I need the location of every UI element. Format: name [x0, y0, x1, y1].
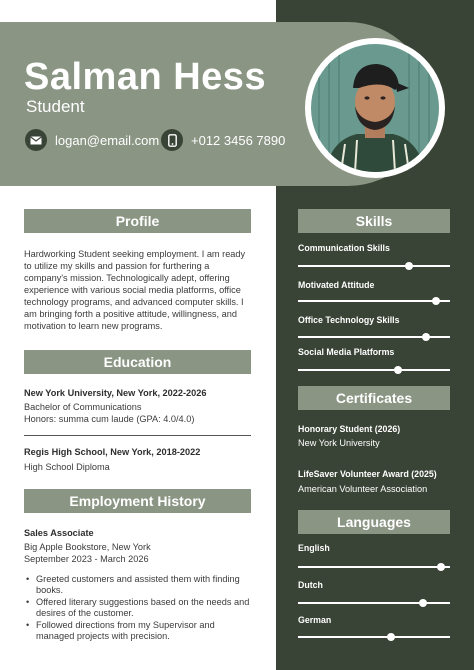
language-level-knob	[387, 633, 395, 641]
certificate-title: LifeSaver Volunteer Award (2025)	[298, 469, 437, 479]
education-entry-degree: High School Diploma	[24, 462, 110, 472]
profile-heading: Profile	[24, 209, 251, 233]
candidate-name: Salman Hess	[24, 56, 267, 98]
skill-level-knob	[405, 262, 413, 270]
education-entry-title: Regis High School, New York, 2018-2022	[24, 447, 201, 457]
skill-label: Motivated Attitude	[298, 280, 375, 290]
skill-bar	[298, 369, 450, 371]
skill-label: Social Media Platforms	[298, 347, 395, 357]
skill-level-knob	[422, 333, 430, 341]
email-contact[interactable]	[25, 128, 159, 152]
certificates-heading: Certificates	[298, 386, 450, 410]
certificate-org: New York University	[298, 438, 380, 448]
skill-label: Office Technology Skills	[298, 315, 400, 325]
email-text: logan@email.com	[55, 132, 160, 148]
employment-heading: Employment History	[24, 489, 251, 513]
language-label: English	[298, 543, 330, 553]
candidate-role: Student	[26, 97, 85, 116]
skill-label: Communication Skills	[298, 243, 390, 253]
job-company: Big Apple Bookstore, New York	[24, 542, 151, 552]
profile-text: Hardworking Student seeking employment. I am ready to utilize my skills and passion for furthering a company's mission. Technologically adept, offering experience with various social media platforms, office technology programs, and advanced computer skills. I am bringing forth a positive attitude, willingness, and motivation to learn new programs.	[24, 249, 246, 331]
job-title: Sales Associate	[24, 528, 94, 538]
job-duty-item: • Followed directions from my Supervisor and managed projects with precision.	[24, 620, 252, 643]
education-entry-degree: Bachelor of Communications	[24, 402, 142, 412]
skills-heading: Skills	[298, 209, 450, 233]
skill-bar	[298, 336, 450, 338]
job-duty-item: • Offered literary suggestions based on the needs and desires of the customer.	[24, 597, 252, 620]
language-level-knob	[419, 599, 427, 607]
job-dates: September 2023 - March 2026	[24, 554, 149, 564]
phone-icon	[161, 129, 183, 151]
certificate-title: Honorary Student (2026)	[298, 424, 401, 434]
skill-bar	[298, 300, 450, 302]
language-bar	[298, 602, 450, 604]
phone-contact[interactable]	[161, 128, 285, 152]
skill-bar	[298, 265, 450, 267]
certificate-org: American Volunteer Association	[298, 484, 428, 494]
education-divider	[24, 435, 251, 436]
job-duties	[24, 574, 252, 642]
education-entry-honors: Honors: summa cum laude (GPA: 4.0/4.0)	[24, 414, 195, 424]
profile-photo	[311, 44, 439, 172]
education-heading: Education	[24, 350, 251, 374]
language-label: German	[298, 615, 332, 625]
skill-level-knob	[394, 366, 402, 374]
language-bar	[298, 636, 450, 638]
skill-level-knob	[432, 297, 440, 305]
language-label: Dutch	[298, 580, 323, 590]
language-bar	[298, 566, 450, 568]
languages-heading: Languages	[298, 510, 450, 534]
phone-text: +012 3456 7890	[191, 132, 286, 148]
email-icon	[25, 129, 47, 151]
education-entry-title: New York University, New York, 2022-2026	[24, 388, 207, 398]
language-level-knob	[437, 563, 445, 571]
job-duty-item: • Greeted customers and assisted them with finding books.	[24, 574, 252, 597]
